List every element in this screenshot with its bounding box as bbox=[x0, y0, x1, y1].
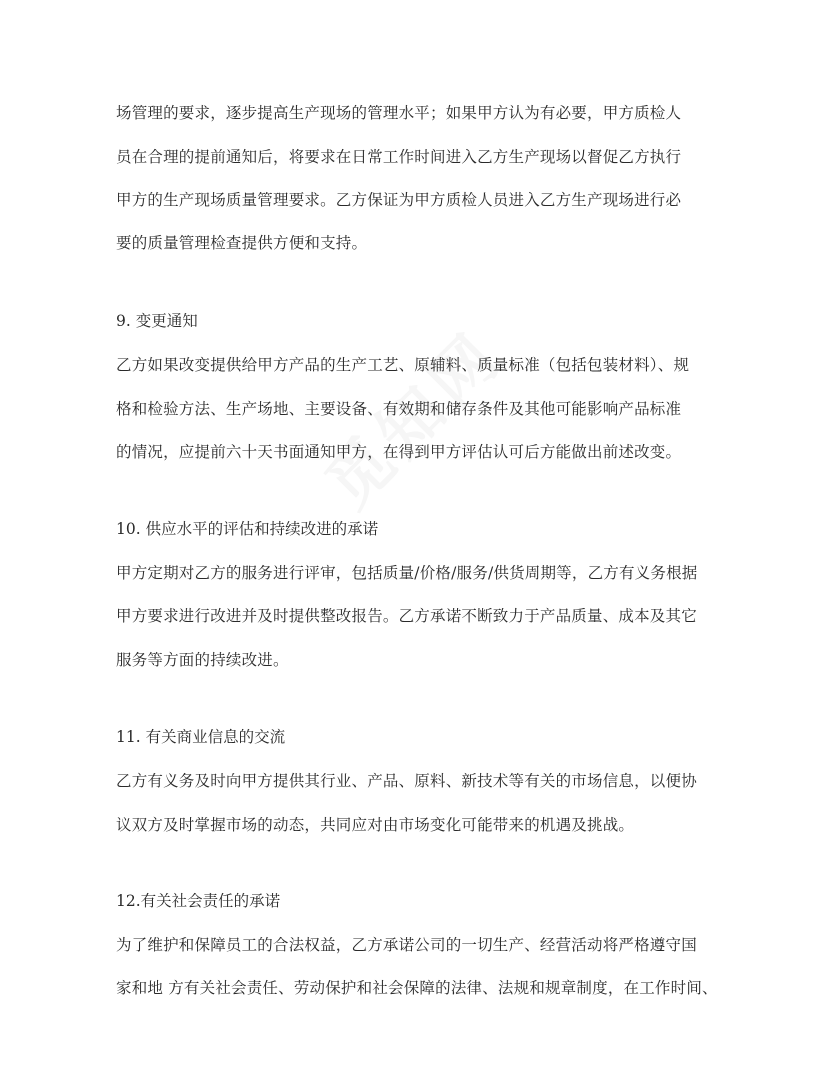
paragraph-line: 格和检验方法、生产场地、主要设备、有效期和储存条件及其他可能影响产品标准 bbox=[116, 400, 682, 418]
paragraph-line: 场管理的要求，逐步提高生产现场的管理水平；如果甲方认为有必要，甲方质检人 bbox=[116, 104, 682, 122]
paragraph-line: 服务等方面的持续改进。 bbox=[116, 651, 289, 669]
paragraph-line: 甲方的生产现场质量管理要求。乙方保证为甲方质检人员进入乙方生产现场进行必 bbox=[116, 191, 682, 209]
paragraph-line: 员在合理的提前通知后，将要求在日常工作时间进入乙方生产现场以督促乙方执行 bbox=[116, 148, 682, 166]
section-heading: 12.有关社会责任的承诺 bbox=[116, 892, 281, 910]
paragraph-line: 议双方及时掌握市场的动态，共同应对由市场变化可能带来的机遇及挑战。 bbox=[116, 816, 635, 834]
paragraph-line: 甲方要求进行改进并及时提供整改报告。乙方承诺不断致力于产品质量、成本及其它 bbox=[116, 607, 697, 625]
paragraph-line: 乙方如果改变提供给甲方产品的生产工艺、原辅料、质量标准（包括包装材料）、规 bbox=[116, 356, 690, 374]
section-heading: 11. 有关商业信息的交流 bbox=[116, 728, 286, 746]
section-heading: 10. 供应水平的评估和持续改进的承诺 bbox=[116, 520, 379, 538]
paragraph-line: 的情况，应提前六十天书面通知甲方，在得到甲方评估认可后方能做出前述改变。 bbox=[116, 443, 682, 461]
paragraph-line: 要的质量管理检查提供方便和支持。 bbox=[116, 234, 368, 252]
section-heading: 9. 变更通知 bbox=[116, 312, 198, 330]
paragraph-line: 甲方定期对乙方的服务进行评审，包括质量/价格/服务/供货周期等，乙方有义务根据 bbox=[116, 564, 698, 582]
paragraph-line: 乙方有义务及时向甲方提供其行业、产品、原料、新技术等有关的市场信息，以便协 bbox=[116, 772, 697, 790]
paragraph-line: 为了维护和保障员工的合法权益，乙方承诺公司的一切生产、经营活动将严格遵守国 bbox=[116, 936, 697, 954]
paragraph-line: 家和地 方有关社会责任、劳动保护和社会保障的法律、法规和规章制度，在工作时间、 bbox=[116, 979, 718, 997]
